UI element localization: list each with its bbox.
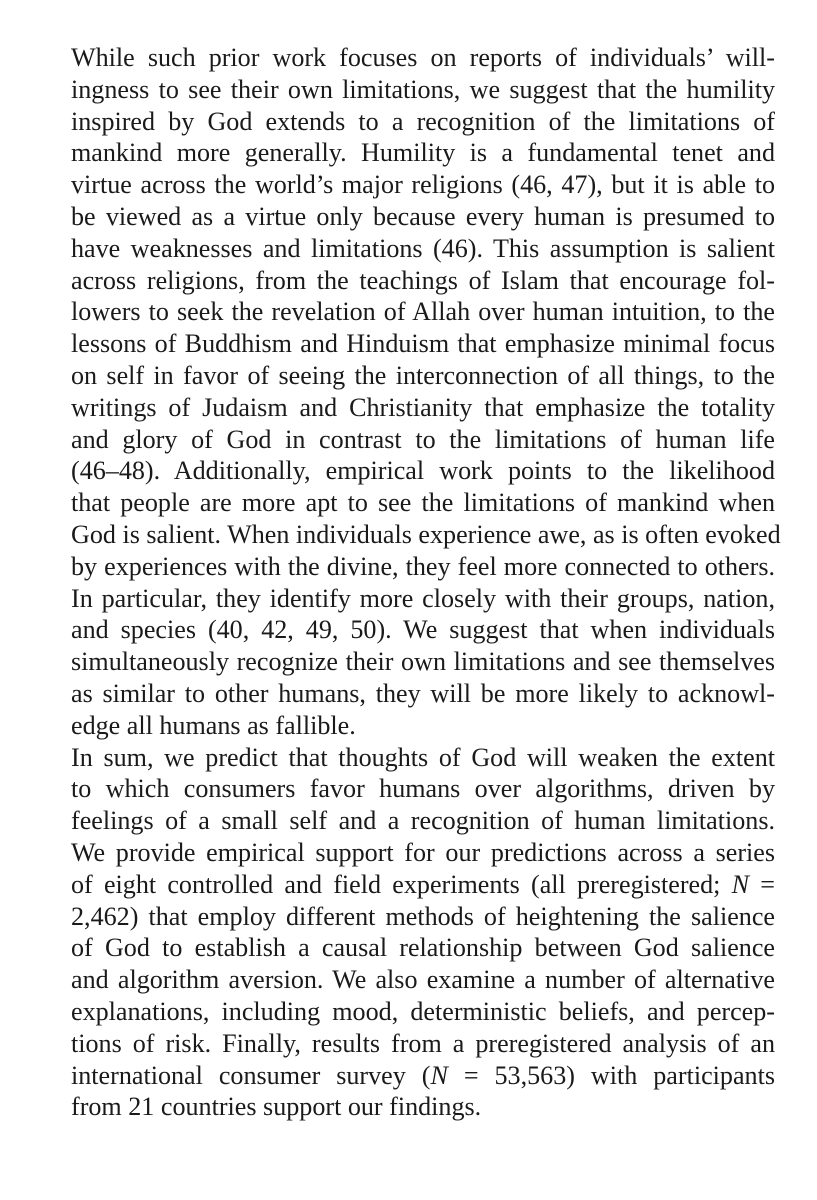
text-line: simultaneously recognize their own limitations and see themselves [71,647,775,677]
text-fragment: of eight controlled and field experiments (all preregistered; [71,869,732,899]
text-fragment: = 53,563) with participants [447,1060,775,1090]
text-line: lowers to seek the revelation of Allah over human intuition, to the [71,297,775,327]
text-fragment: = [749,869,775,899]
body-text [42,42,781,1123]
text-line: as similar to other humans, they will be more likely to acknowl- [71,678,775,708]
text-line: mankind more generally. Humility is a fundamental tenet and [71,138,775,168]
text-line-sample-size [42,869,775,901]
text-line: tions of risk. Finally, results from a preregistered analysis of an [71,1028,775,1058]
text-line: and species (40, 42, 49, 50). We suggest that when individuals [71,615,775,645]
text-line: God is salient. When individuals experience awe, as is often evoked [71,519,781,549]
text-line: virtue across the world’s major religions (46, 47), but it is able to [71,170,775,200]
text-line: on self in favor of seeing the interconnection of all things, to the [71,360,775,390]
text-line: across religions, from the teachings of Islam that encourage fol- [71,265,775,295]
variable-n: N [430,1060,448,1090]
text-line: ingness to see their own limitations, we suggest that the humility [71,74,775,104]
text-line: 2,462) that employ different methods of heightening the salience [71,901,775,931]
text-line: writings of Judaism and Christianity that emphasize the totality [71,392,775,422]
text-fragment: international consumer survey ( [71,1060,431,1090]
text-line: In particular, they identify more closely with their groups, nation, [71,583,775,613]
text-line: and algorithm aversion. We also examine a number of alternative [71,965,775,995]
text-line: to which consumers favor humans over algorithms, driven by [71,774,775,804]
text-line: edge all humans as fallible. [71,710,356,740]
text-line: that people are more apt to see the limitations of mankind when [71,488,775,518]
text-line: and glory of God in contrast to the limitations of human life [71,424,775,454]
text-line: We provide empirical support for our predictions across a series [71,837,775,867]
text-line: lessons of Buddhism and Hinduism that emphasize minimal focus [71,329,775,359]
text-line: (46–48). Additionally, empirical work points to the likelihood [71,456,775,486]
text-line: feelings of a small self and a recognition of human limitations. [71,806,775,836]
text-line: While such prior work focuses on reports of individuals’ will- [71,43,775,72]
text-line: In sum, we predict that thoughts of God will weaken the extent [71,742,775,772]
variable-n: N [731,869,750,899]
text-line: from 21 countries support our findings. [71,1092,482,1122]
text-line-survey-size [42,1060,775,1092]
text-line: inspired by God extends to a recognition of the limitations of [71,106,775,136]
paragraph-1 [42,42,781,742]
text-line: explanations, including mood, deterministic beliefs, and percep- [71,996,775,1026]
text-line: have weaknesses and limitations (46). This assumption is salient [71,233,775,263]
text-line: of God to establish a causal relationship between God salience [71,933,775,963]
text-line: by experiences with the divine, they feel more connected to others. [71,551,775,581]
paragraph-2 [42,742,775,1124]
text-line: be viewed as a virtue only because every human is presumed to [71,201,775,231]
